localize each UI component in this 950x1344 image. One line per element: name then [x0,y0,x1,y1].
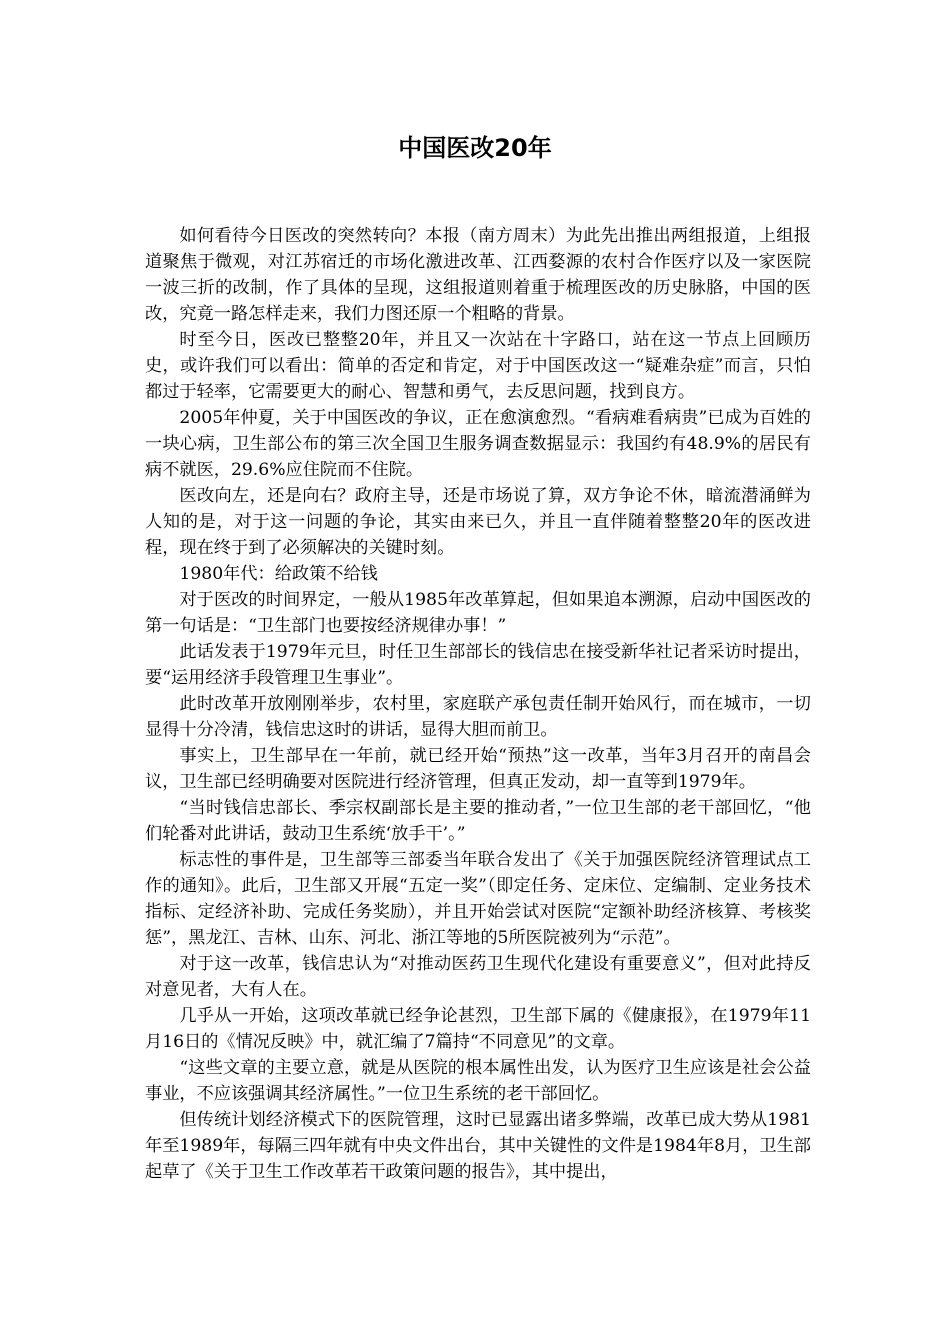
paragraph: 标志性的事件是，卫生部等三部委当年联合发出了《关于加强医院经济管理试点工作的通知》。此后，卫生部又开展“五定一奖”（即定任务、定床位、定编制、定业务技术指标、定经济补助、完成任务奖励），并且开始尝试对医院“定额补助经济核算、考核奖惩”，黑龙江、吉林、山东、河北、浙江等地的5所医院被列为“示范”。 [145,850,811,948]
document-title: 中国医改20年 [398,134,552,162]
article-body [145,223,811,1185]
paragraph: 此时改革开放刚刚举步，农村里，家庭联产承包责任制开始风行，而在城市，一切显得十分冷清，钱信忠这时的讲话，显得大胆而前卫。 [145,694,811,740]
paragraph: “当时钱信忠部长、季宗权副部长是主要的推动者，”一位卫生部的老干部回忆，“他们轮番对此讲话，鼓动卫生系统‘放手干’。” [145,798,811,844]
paragraph: 如何看待今日医改的突然转向？本报（南方周末）为此先出推出两组报道，上组报道聚焦于微观，对江苏宿迁的市场化激进改革、江西婺源的农村合作医疗以及一家医院一波三折的改制，作了具体的呈现，这组报道则着重于梳理医改的历史脉胳，中国的医改，究竟一路怎样走来，我们力图还原一个粗略的背景。 [145,226,811,324]
paragraph: 对于这一改革，钱信忠认为“对推动医药卫生现代化建设有重要意义”，但对此持反对意见者，大有人在。 [145,954,811,1000]
paragraph: 对于医改的时间界定，一般从1985年改革算起，但如果追本溯源，启动中国医改的第一句话是：“卫生部门也要按经济规律办事！” [145,590,811,636]
paragraph: 事实上，卫生部早在一年前，就已经开始“预热”这一改革，当年3月召开的南昌会议，卫生部已经明确要对医院进行经济管理，但真正发动，却一直等到1979年。 [145,746,811,792]
paragraph: 此话发表于1979年元旦，时任卫生部部长的钱信忠在接受新华社记者采访时提出，要“运用经济手段管理卫生事业”。 [145,642,811,688]
paragraph: 但传统计划经济模式下的医院管理，这时已显露出诸多弊端，改革已成大势从1981年至1989年，每隔三四年就有中央文件出台，其中关键性的文件是1984年8月，卫生部起草了《关于卫生工作改革若干政策问题的报告》，其中提出， [145,1110,811,1182]
section-heading: 1980年代：给政策不给钱 [179,564,378,584]
paragraph: 时至今日，医改已整整20年，并且又一次站在十字路口，站在这一节点上回顾历史，或许我们可以看出：简单的否定和肯定，对于中国医改这一“疑难杂症”而言，只怕都过于轻率，它需要更大的耐心、智慧和勇气，去反思问题，找到良方。 [145,330,811,402]
paragraph: 几乎从一开始，这项改革就已经争论甚烈，卫生部下属的《健康报》，在1979年11月16日的《情况反映》中，就汇编了7篇持“不同意见”的文章。 [145,1006,811,1052]
paragraph: 2005年仲夏，关于中国医改的争议，正在愈演愈烈。“看病难看病贵”已成为百姓的一块心病，卫生部公布的第三次全国卫生服务调查数据显示：我国约有48.9%的居民有病不就医，29.6%应住院而不住院。 [145,408,811,480]
paragraph: “这些文章的主要立意，就是从医院的根本属性出发，认为医疗卫生应该是社会公益事业，不应该强调其经济属性。”一位卫生系统的老干部回忆。 [145,1058,811,1104]
paragraph: 医改向左，还是向右？政府主导，还是市场说了算，双方争论不休，暗流潜涌鲜为人知的是，对于这一问题的争论，其实由来已久，并且一直伴随着整整20年的医改进程，现在终于到了必须解决的关键时刻。 [145,486,811,558]
